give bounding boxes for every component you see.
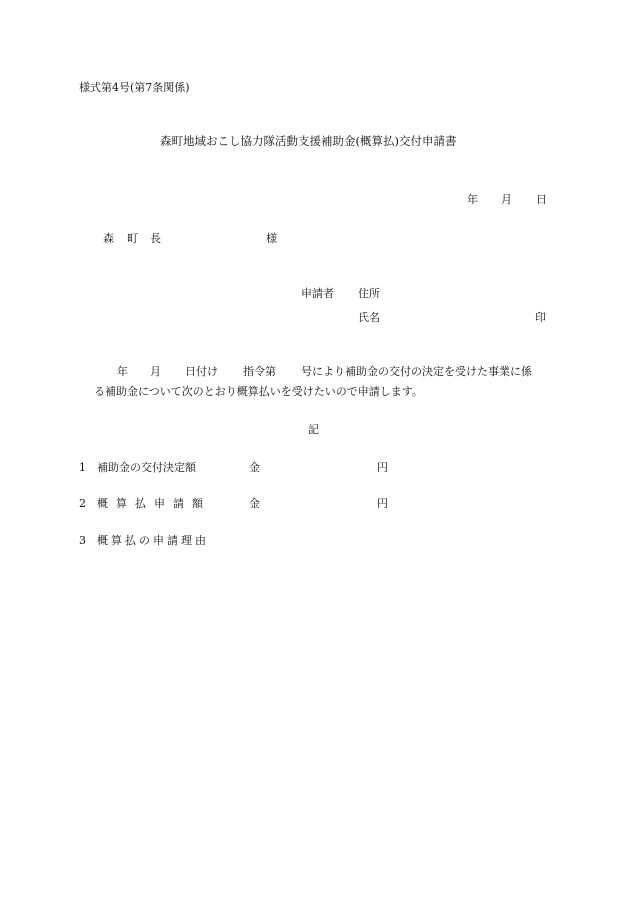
- addressee-honorific: 様: [266, 232, 277, 245]
- seal-mark: 印: [535, 311, 546, 324]
- item-number: 2: [79, 497, 86, 510]
- item-label: 補助金の交付決定額: [97, 461, 196, 474]
- item-number: 3: [79, 534, 86, 547]
- form-number: 様式第4号(第7条関係): [79, 81, 190, 94]
- item-yen: 円: [377, 497, 388, 510]
- date-day-label: 日: [536, 193, 547, 206]
- item-kin: 金: [249, 497, 260, 510]
- body-month: 月: [150, 365, 161, 378]
- item-yen: 円: [377, 461, 388, 474]
- applicant-label: 申請者: [301, 287, 334, 300]
- ki-heading: 記: [308, 423, 319, 436]
- addressee-mori: 森: [103, 232, 114, 245]
- item-number: 1: [79, 461, 86, 474]
- item-kin: 金: [249, 461, 260, 474]
- addressee-machi: 町: [127, 232, 138, 245]
- body-year: 年: [117, 365, 128, 378]
- addressee-cho: 長: [150, 232, 161, 245]
- body-line1-rest: 号により補助金の交付の決定を受けた事業に係: [301, 365, 532, 378]
- item-label: 概算払の申請理由: [97, 534, 209, 547]
- body-directive: 指令第: [243, 365, 276, 378]
- body-date-suffix: 日付け: [185, 365, 218, 378]
- date-year-label: 年: [467, 193, 478, 206]
- body-line2: る補助金について次のとおり概算払いを受けたいので申請します。: [94, 385, 423, 398]
- date-month-label: 月: [501, 193, 512, 206]
- document-title: 森町地域おこし協力隊活動支援補助金(概算払)交付申請書: [160, 134, 457, 148]
- item-label: 概算払申請額: [97, 497, 211, 510]
- name-label: 氏名: [358, 311, 380, 324]
- address-label: 住所: [358, 287, 380, 300]
